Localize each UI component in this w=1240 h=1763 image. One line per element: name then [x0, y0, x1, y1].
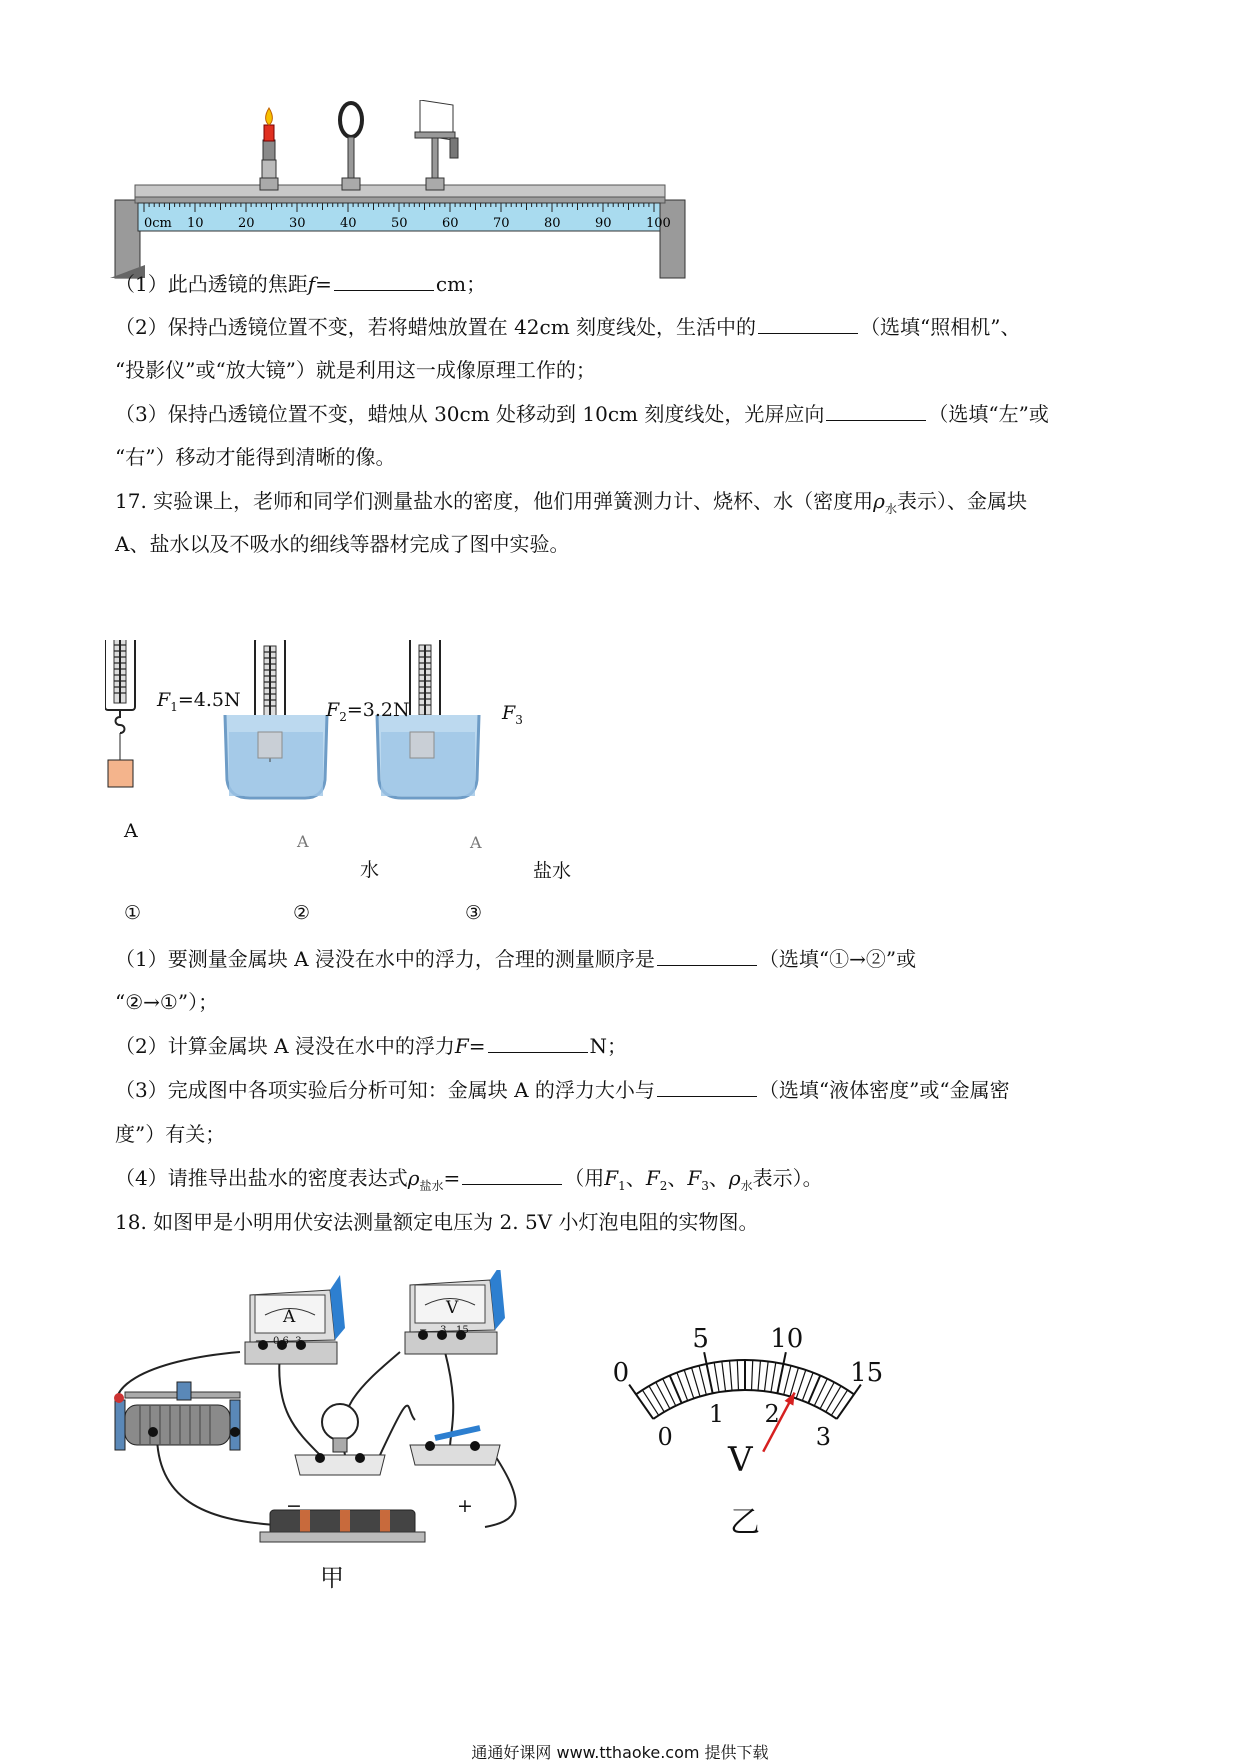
spring-scale-figure	[105, 640, 585, 890]
dial-outer-label: 0	[612, 1358, 630, 1389]
dial-outer-label: 15	[850, 1358, 884, 1389]
answer-blank[interactable]	[488, 1032, 588, 1053]
label-jia: 甲	[320, 1564, 344, 1592]
q17-stem: 17. 实验课上，老师和同学们测量盐水的密度，他们用弹簧测力计、烧杯、水（密度用$\rho_水$表示）、金属块	[115, 489, 1027, 516]
dial-unit: V	[728, 1440, 753, 1480]
bench-tick-label: 60	[442, 216, 459, 231]
q16-part1: （1）此凸透镜的焦距f= cm；	[115, 272, 487, 296]
q17-part3-cont: 度”）有关；	[115, 1122, 226, 1146]
q17-part1-cont: “②→①”）；	[115, 990, 219, 1014]
figure-number-1: ①	[124, 902, 142, 924]
ammeter-terminals: − 0.6 3	[255, 1336, 302, 1347]
ammeter-letter: A	[283, 1307, 296, 1327]
voltmeter-dial	[570, 1320, 910, 1520]
dial-outer-label: 5	[692, 1323, 709, 1354]
answer-blank[interactable]	[462, 1164, 562, 1185]
water-label: 水	[360, 859, 380, 881]
figure-number-3: ③	[465, 902, 483, 924]
bench-tick-label: 100	[646, 216, 671, 231]
dial-inner-label: 0	[657, 1422, 673, 1451]
bench-tick-label: 40	[340, 216, 357, 231]
answer-blank[interactable]	[657, 1076, 757, 1097]
bench-tick-label: 80	[544, 216, 561, 231]
q16-part2-cont: “投影仪”或“放大镜”）就是利用这一成像原理工作的；	[115, 358, 596, 382]
q17-part2: （2）计算金属块 A 浸没在水中的浮力F= N；	[115, 1034, 628, 1058]
bench-tick-label: 50	[391, 216, 408, 231]
answer-blank[interactable]	[334, 270, 434, 291]
dial-inner-label: 3	[815, 1422, 832, 1451]
q16-part2: （2）保持凸透镜位置不变，若将蜡烛放置在 42cm 刻度线处，生活中的 （选填“照相机”、	[115, 315, 1021, 339]
block-label-2: A	[297, 832, 309, 851]
voltmeter-terminals: − 3 15	[419, 1325, 469, 1336]
dial-inner-label: 2	[764, 1400, 780, 1429]
f1-label: $F_1=4.5N$	[157, 689, 241, 714]
figure-number-2: ②	[293, 902, 311, 924]
bench-tick-label: 30	[289, 216, 306, 231]
saltwater-label: 盐水	[533, 860, 572, 882]
f2-label: $F_2=3.2N$	[326, 699, 410, 724]
optical-bench-figure	[110, 100, 690, 285]
q17-part1: （1）要测量金属块 A 浸没在水中的浮力，合理的测量顺序是 （选填“①→②”或	[115, 947, 917, 971]
q18-stem: 18. 如图甲是小明用伏安法测量额定电压为 2. 5V 小灯泡电阻的实物图。	[115, 1210, 759, 1234]
answer-blank[interactable]	[758, 313, 858, 334]
dial-inner-label: 1	[708, 1400, 724, 1429]
label-yi: 乙	[730, 1505, 760, 1540]
voltmeter-letter: V	[446, 1298, 459, 1318]
footer: 通通好课网 www.tthaoke.com 提供下载	[471, 1743, 769, 1762]
block-label: A	[124, 820, 138, 842]
bench-tick-label: 90	[595, 216, 612, 231]
answer-blank[interactable]	[657, 945, 757, 966]
bench-tick-label: 0cm	[144, 216, 172, 231]
circuit-figure	[105, 1270, 585, 1570]
q16-part3: （3）保持凸透镜位置不变，蜡烛从 30cm 处移动到 10cm 刻度线处，光屏应向 （选填“左”或	[115, 402, 1049, 426]
block-label-3: A	[470, 833, 482, 852]
battery-minus: −	[286, 1495, 302, 1517]
bench-tick-label: 10	[187, 216, 204, 231]
q17-part4: （4）请推导出盐水的密度表达式$\rho_{盐水}=$ （用$F_1$、$F_2$、$F_3$、$\rho_水$表示）。	[115, 1166, 823, 1193]
bench-tick-label: 20	[238, 216, 255, 231]
answer-blank[interactable]	[826, 400, 926, 421]
dial-outer-label: 10	[770, 1323, 804, 1354]
q16-part3-cont: “右”）移动才能得到清晰的像。	[115, 445, 396, 469]
bench-tick-label: 70	[493, 216, 510, 231]
q17-part3: （3）完成图中各项实验后分析可知：金属块 A 的浮力大小与 （选填“液体密度”或“金属密	[115, 1078, 1010, 1102]
battery-plus: +	[457, 1495, 473, 1517]
f3-label: $F_3$	[502, 702, 523, 727]
q17-stem-cont: A、盐水以及不吸水的细线等器材完成了图中实验。	[115, 532, 570, 556]
